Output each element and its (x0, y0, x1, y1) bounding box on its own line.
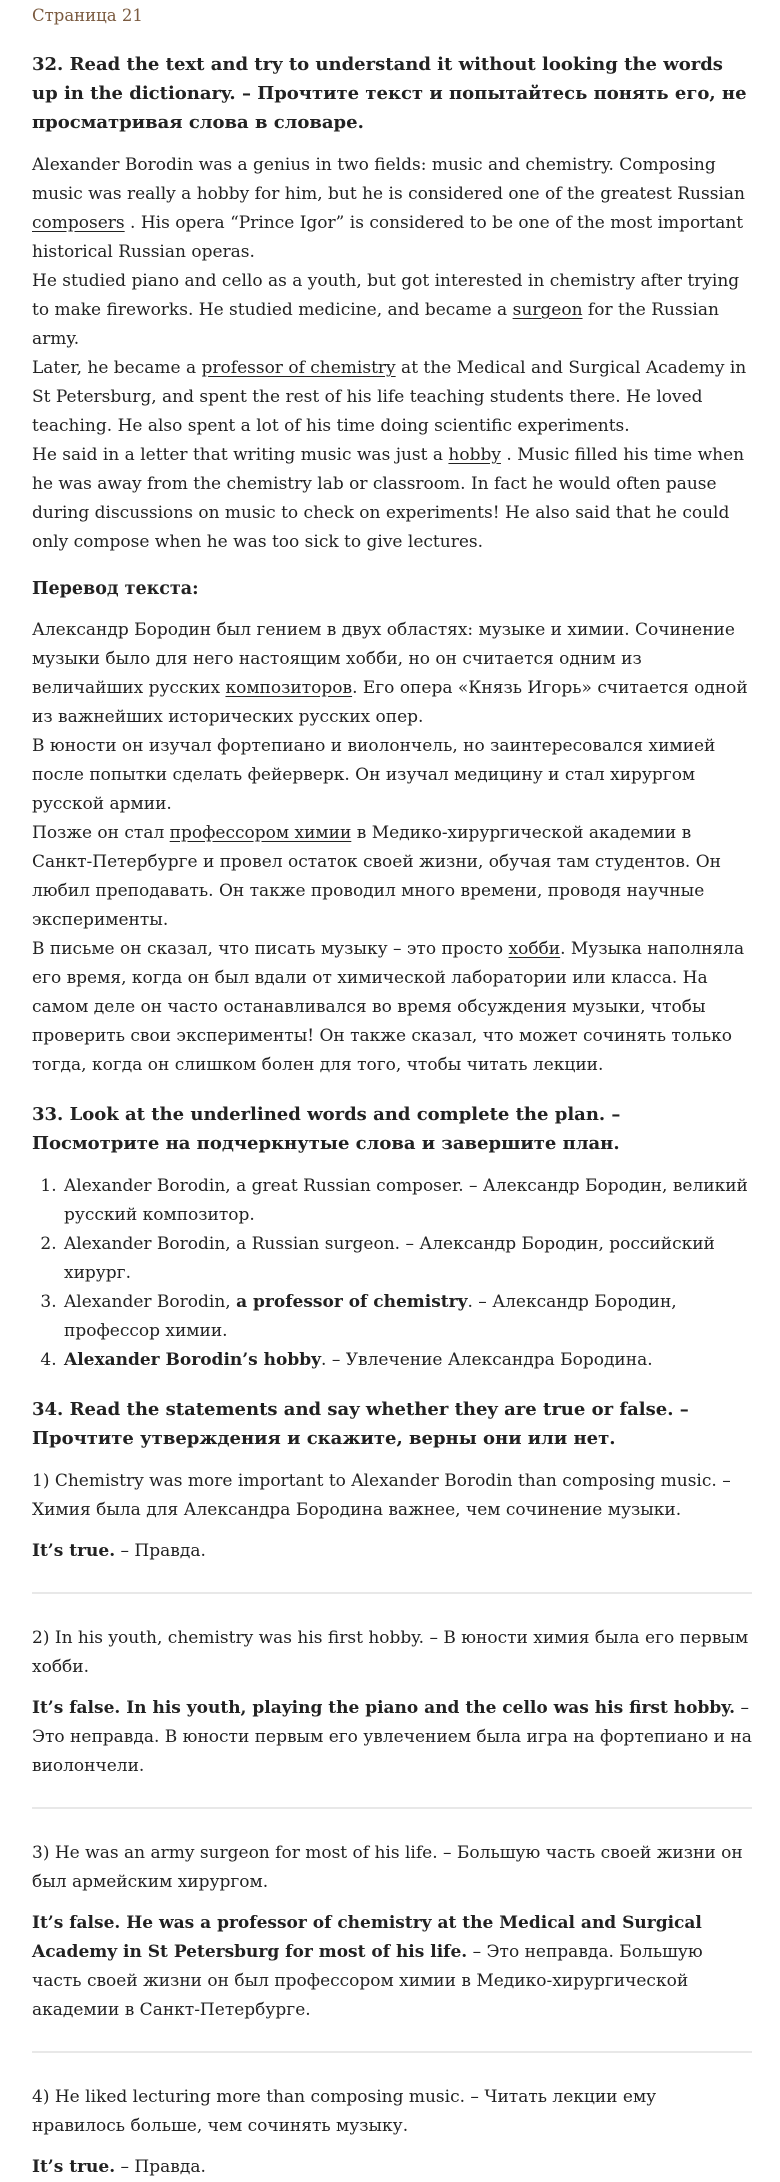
english-paragraph-2: He studied piano and cello as a youth, but got interested in chemistry after trying to make fireworks. He studied medicine, and became a surgeon for the Russian army. (32, 271, 740, 349)
russian-text (32, 616, 752, 1080)
statement-1 (32, 1467, 752, 1566)
russian-paragraph-4: В письме он сказал, что писать музыку – это просто хобби. Музыка наполняла его время, когда он был вдали от химической лаборатории или класса. На самом деле он часто останавливался во время обсуждения музыки, чтобы проверить свои эксперименты! Он также сказал, что может сочинять только тогда, когда он слишком болен для того, чтобы читать лекции. (32, 939, 745, 1075)
underlined-professorom-himii: профессором химии (169, 823, 352, 843)
statement-4 (32, 2083, 752, 2182)
underlined-kompozitorov: композиторов (225, 678, 353, 698)
plan-list (32, 1172, 752, 1375)
page-label: Страница 21 (32, 6, 143, 25)
underlined-hobby: hobby (448, 445, 501, 465)
plan-item-3-bold: a professor of chemistry (236, 1292, 468, 1312)
divider (32, 1592, 752, 1594)
statement-1-text: 1) Chemistry was more important to Alexander Borodin than composing music. – Химия была для Александра Бородина важнее, чем сочинение музыки. (32, 1471, 731, 1520)
underlined-composers: composers (32, 213, 125, 233)
statement-3-answer: It’s false. He was a professor of chemistry at the Medical and Surgical Academy in St Petersburg for most of his life. – Это неправда. Большую часть своей жизни он был профессором химии в Медико-хирургической академии в Санкт-Петербурге. (32, 1913, 703, 2020)
russian-paragraph-1: Александр Бородин был гением в двух областях: музыке и химии. Сочинение музыки было для него настоящим хобби, но он считается одним из величайших русских композиторов. Его опера «Князь Игорь» считается одной из важнейших исторических русских опер. (32, 620, 748, 727)
underlined-professor-of-chemistry: professor of chemistry (201, 358, 396, 378)
statement-2-text: 2) In his youth, chemistry was his first hobby. – В юности химия была его первым хобби. (32, 1628, 749, 1677)
russian-paragraph-3: Позже он стал профессором химии в Медико-хирургической академии в Санкт-Петербурге и провел остаток своей жизни, обучая там студентов. Он любил преподавать. Он также проводил много времени, проводя научные эксперименты. (32, 823, 721, 930)
statement-4-text: 4) He liked lecturing more than composing music. – Читать лекции ему нравилось больше, чем сочинять музыку. (32, 2087, 657, 2136)
underlined-hobbi: хобби (508, 939, 561, 959)
divider (32, 2051, 752, 2053)
exercise-32-heading: 32. Read the text and try to understand it without looking the words up in the dictionary. – Прочтите текст и попытайтесь понять его, не просматривая слова в словаре. (32, 54, 747, 133)
plan-item-2: 2. Alexander Borodin, a Russian surgeon. – Александр Бородин, российский хирург. (62, 1230, 752, 1288)
english-paragraph-1: Alexander Borodin was a genius in two fields: music and chemistry. Composing music was really a hobby for him, but he is considered one of the greatest Russian composers . His opera “Prince Igor” is considered to be one of the most important historical Russian operas. (32, 155, 745, 262)
exercise-34-heading: 34. Read the statements and say whether they are true or false. – Прочтите утверждения и скажите, верны они или нет. (32, 1399, 689, 1449)
translation-heading: Перевод текста: (32, 579, 199, 599)
statement-3-text: 3) He was an army surgeon for most of his life. – Большую часть своей жизни он был армейским хирургом. (32, 1843, 743, 1892)
underlined-surgeon: surgeon (512, 300, 583, 320)
plan-item-4: 4. Alexander Borodin’s hobby. – Увлечение Александра Бородина. (62, 1346, 752, 1375)
statement-3 (32, 1839, 752, 2025)
divider (32, 1807, 752, 1809)
english-paragraph-4: He said in a letter that writing music was just a hobby . Music filled his time when he was away from the chemistry lab or classroom. In fact he would often pause during discussions on music to check on experiments! He also said that he could only compose when he was too sick to give lectures. (32, 445, 745, 552)
statement-2 (32, 1624, 752, 1781)
plan-item-3: 3. Alexander Borodin, a professor of chemistry. – Александр Бородин, профессор химии. (62, 1288, 752, 1346)
statement-4-answer: It’s true. – Правда. (32, 2157, 206, 2177)
english-paragraph-3: Later, he became a professor of chemistry at the Medical and Surgical Academy in St Petersburg, and spent the rest of his life teaching students there. He loved teaching. He also spent a lot of his time doing scientific experiments. (32, 358, 747, 436)
exercise-33-heading: 33. Look at the underlined words and complete the plan. – Посмотрите на подчеркнутые слова и завершите план. (32, 1104, 621, 1154)
statement-1-answer: It’s true. – Правда. (32, 1541, 206, 1561)
plan-item-1: 1. Alexander Borodin, a great Russian composer. – Александр Бородин, великий русский композитор. (62, 1172, 752, 1230)
article (32, 6, 752, 2182)
english-text (32, 151, 752, 557)
plan-item-4-bold: Alexander Borodin’s hobby (64, 1350, 322, 1370)
statement-2-answer: It’s false. In his youth, playing the piano and the cello was his first hobby. – Это неправда. В юности первым его увлечением была игра на фортепиано и на виолончели. (32, 1698, 752, 1776)
russian-paragraph-2: В юности он изучал фортепиано и виолончель, но заинтересовался химией после попытки сделать фейерверк. Он изучал медицину и стал хирургом русской армии. (32, 736, 716, 814)
